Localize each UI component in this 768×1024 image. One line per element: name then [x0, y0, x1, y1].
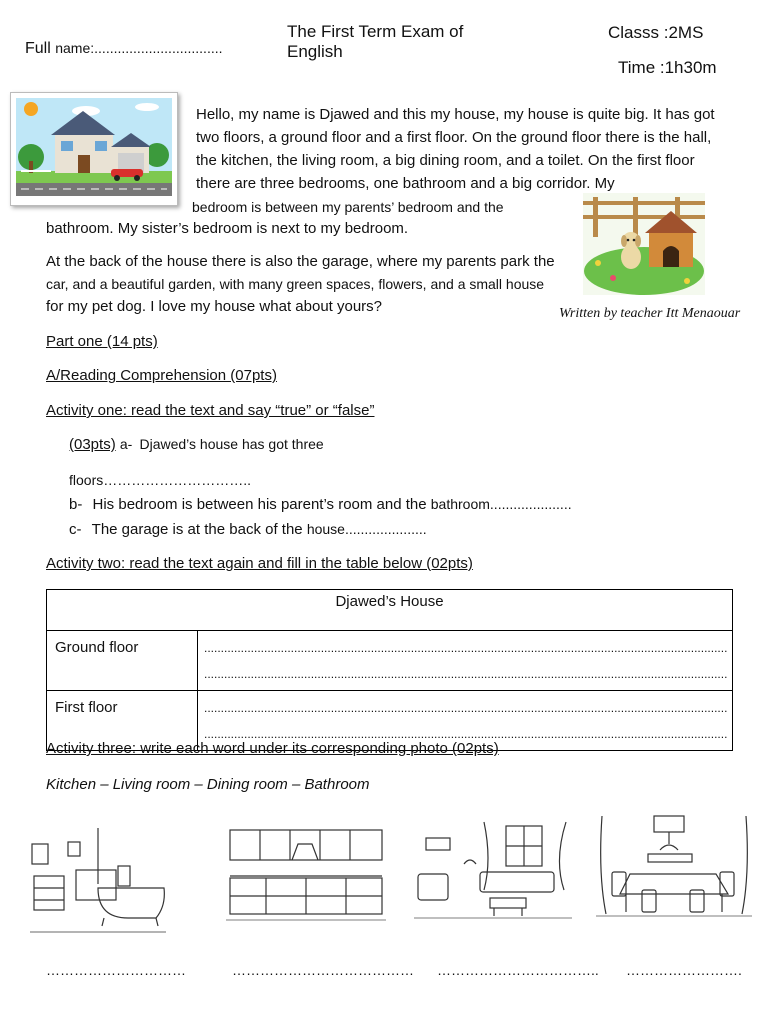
text-line-2: two floors, a ground floor and a first floor. On the ground floor there is the hall,: [196, 129, 712, 146]
time-label: Time :1h30m: [618, 58, 717, 77]
photo-1-blank[interactable]: …………………………: [46, 962, 186, 978]
photo-3-blank[interactable]: ……………………………..: [437, 962, 599, 978]
activity-one-item-c: [69, 521, 427, 538]
ground-floor-label: Ground floor: [47, 631, 198, 691]
item-b-text: His bedroom is between his parent’s room and the: [92, 496, 427, 513]
exam-title-line1: The First Term Exam of: [287, 22, 464, 41]
table-title: Djawed’s House: [47, 590, 733, 631]
answer-line: .............................................................................................................................................................: [204, 641, 728, 655]
full-name-field: [25, 40, 223, 58]
house-image: [10, 92, 178, 206]
item-a-text: Djawed’s house has got three: [139, 436, 324, 452]
item-c-marker: c-: [69, 521, 82, 538]
photo-2-blank[interactable]: …………………………………: [232, 962, 414, 978]
text-line-5: bedroom is between my parents’ bedroom and the: [192, 199, 504, 215]
text-line-9: for my pet dog. I love my house what about yours?: [46, 298, 383, 315]
reading-heading: A/Reading Comprehension (07pts): [46, 367, 277, 384]
activity-two-title: Activity two: read the text again and fill in the table below (02pts): [46, 555, 473, 572]
dog-kennel-illustration: [583, 193, 705, 295]
text-line-7: At the back of the house there is also the garage, where my parents park the: [46, 253, 555, 270]
photo-4-blank[interactable]: …………………….: [626, 962, 742, 978]
activity-one-item-b: [69, 496, 572, 513]
dog-image: [583, 193, 705, 295]
name-label: name:.................................: [55, 40, 223, 56]
answer-line: .............................................................................................................................................................: [204, 667, 728, 681]
exam-title-line2: English: [287, 42, 343, 61]
text-line-8: car, and a beautiful garden, with many green spaces, flowers, and a small house: [46, 276, 545, 292]
full-label: Full: [25, 40, 51, 57]
activity-one-title: Activity one: read the text and say “true” or “false”: [46, 402, 375, 419]
text-line-3: the kitchen, the living room, a big dining room, and a toilet. On the first floor: [196, 152, 695, 169]
item-c-text: The garage is at the back of the: [91, 521, 303, 538]
part-one-heading: Part one (14 pts): [46, 333, 158, 350]
exam-title: [287, 22, 463, 62]
dining-room-photo: [596, 814, 752, 918]
item-b-marker: b-: [69, 496, 83, 513]
living-room-drawing: [414, 820, 572, 920]
living-room-photo: [414, 820, 572, 920]
table-row: [47, 631, 733, 691]
activity-one-points: (03pts): [69, 436, 116, 453]
first-floor-label: First floor: [47, 691, 198, 751]
activity-one-item-a: [69, 436, 324, 453]
class-label: Classs :2MS: [608, 23, 704, 42]
activity-three-title: Activity three: write each word under its corresponding photo (02pts): [46, 740, 499, 757]
author-credit: Written by teacher Itt Menaouar: [559, 306, 741, 321]
bathroom-photo: [28, 826, 168, 934]
answer-line: .............................................................................................................................................................: [204, 727, 728, 741]
item-a-continuation: floors…………………………..: [69, 472, 252, 488]
item-c-blank: house.....................: [306, 521, 427, 537]
ground-floor-answer[interactable]: [198, 631, 733, 691]
house-table: [46, 589, 733, 751]
kitchen-photo: [226, 826, 386, 922]
item-b-blank: bathroom.....................: [430, 496, 572, 512]
house-illustration: [11, 93, 177, 205]
word-list: Kitchen – Living room – Dining room – Bathroom: [46, 776, 370, 793]
item-a-marker: a-: [119, 436, 133, 452]
text-line-4: there are three bedrooms, one bathroom and a big corridor. My: [196, 175, 615, 192]
text-line-6: bathroom. My sister’s bedroom is next to my bedroom.: [46, 220, 409, 237]
answer-line: .............................................................................................................................................................: [204, 701, 728, 715]
kitchen-drawing: [226, 826, 386, 922]
dining-room-drawing: [596, 814, 752, 918]
text-line-1: Hello, my name is Djawed and this my house, my house is quite big. It has got: [196, 106, 715, 123]
bathroom-drawing: [28, 826, 168, 934]
